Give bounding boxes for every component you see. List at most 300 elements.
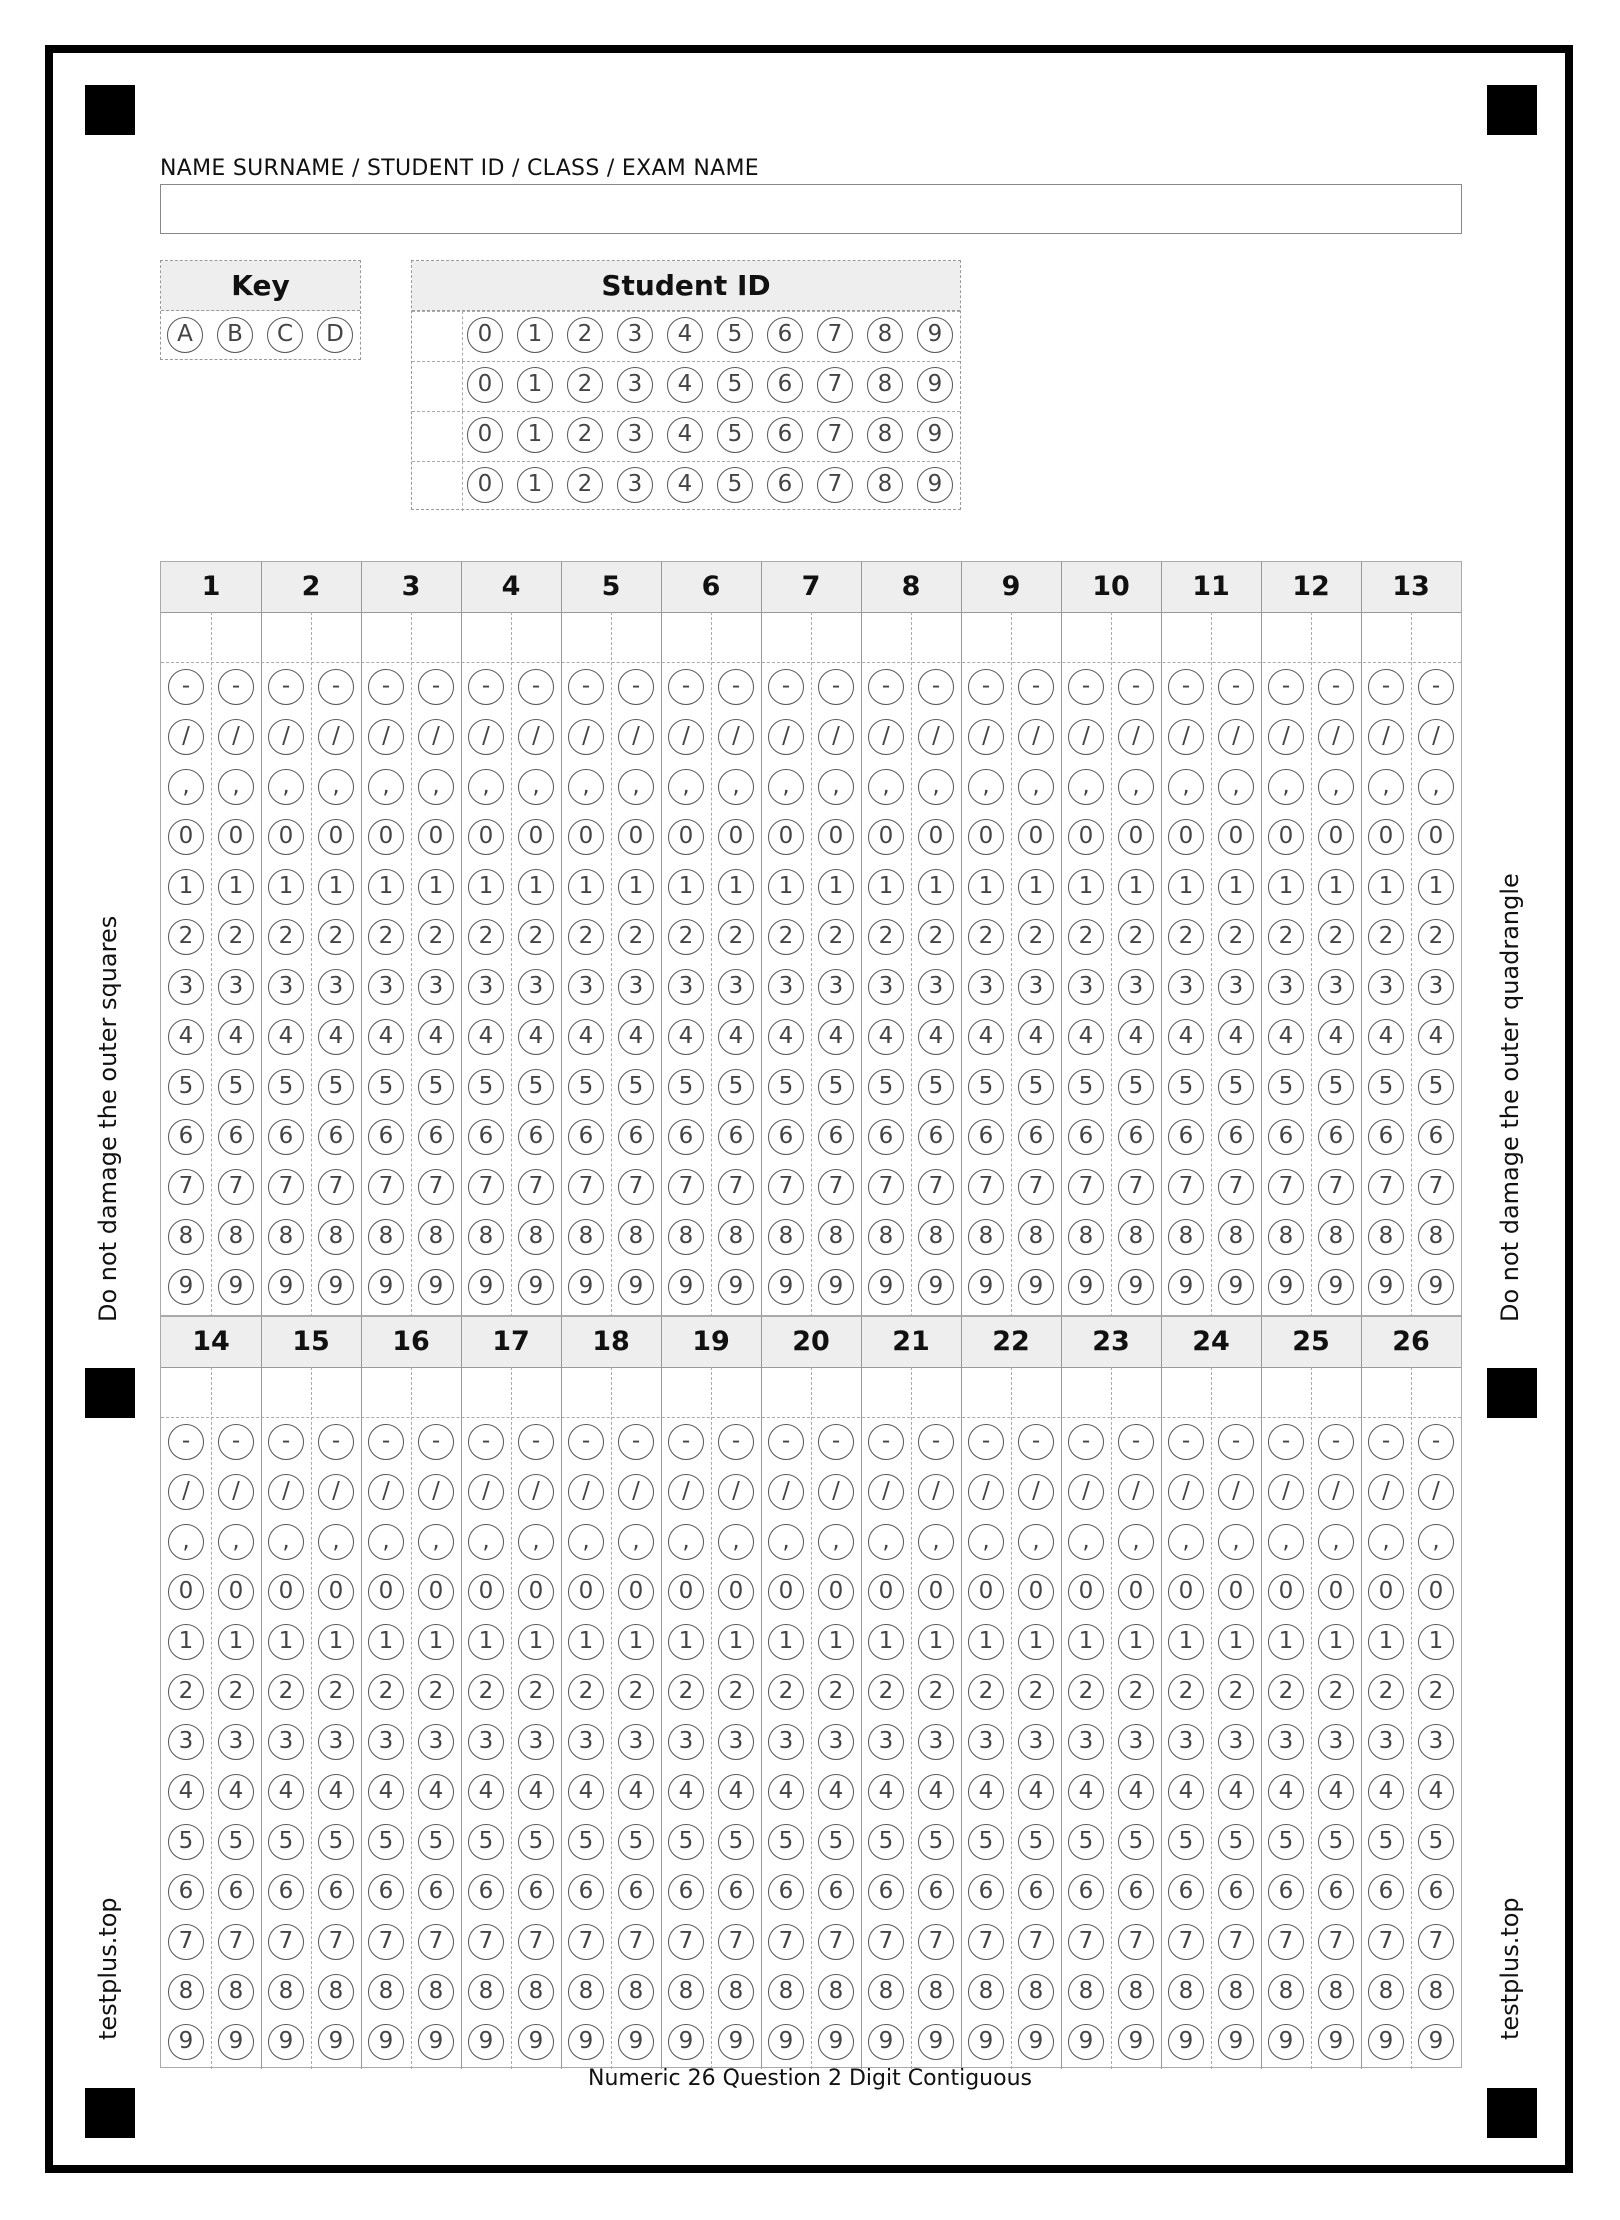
student-id-bubble[interactable]: 0 [467, 317, 503, 353]
answer-bubble[interactable]: 9 [568, 1269, 604, 1305]
answer-bubble[interactable]: 4 [968, 1019, 1004, 1055]
answer-bubble[interactable]: , [968, 769, 1004, 805]
answer-bubble[interactable]: 1 [1018, 869, 1054, 905]
answer-bubble[interactable]: - [468, 1424, 504, 1460]
answer-bubble[interactable]: 6 [868, 1874, 904, 1910]
answer-bubble[interactable]: 2 [918, 919, 954, 955]
answer-bubble[interactable]: - [1068, 669, 1104, 705]
answer-bubble[interactable]: - [918, 669, 954, 705]
answer-bubble[interactable]: / [268, 719, 304, 755]
answer-bubble[interactable]: 1 [768, 869, 804, 905]
student-id-bubble[interactable]: 6 [767, 417, 803, 453]
answer-bubble[interactable]: - [718, 669, 754, 705]
student-id-bubble[interactable]: 0 [467, 367, 503, 403]
answer-bubble[interactable]: 9 [718, 2024, 754, 2060]
answer-entry-box[interactable] [1311, 612, 1361, 662]
answer-bubble[interactable]: 8 [868, 1219, 904, 1255]
answer-bubble[interactable]: 7 [1018, 1169, 1054, 1205]
answer-bubble[interactable]: 9 [518, 2024, 554, 2060]
answer-bubble[interactable]: 4 [1118, 1774, 1154, 1810]
answer-bubble[interactable]: 1 [1018, 1624, 1054, 1660]
answer-bubble[interactable]: 5 [618, 1069, 654, 1105]
answer-bubble[interactable]: 6 [868, 1119, 904, 1155]
answer-bubble[interactable]: - [268, 1424, 304, 1460]
answer-bubble[interactable]: 7 [468, 1169, 504, 1205]
answer-bubble[interactable]: 8 [1418, 1974, 1454, 2010]
answer-bubble[interactable]: 9 [618, 2024, 654, 2060]
answer-bubble[interactable]: 2 [1318, 1674, 1354, 1710]
answer-bubble[interactable]: 3 [1168, 969, 1204, 1005]
answer-bubble[interactable]: 7 [768, 1169, 804, 1205]
answer-bubble[interactable]: 2 [1268, 1674, 1304, 1710]
answer-bubble[interactable]: / [1368, 719, 1404, 755]
answer-bubble[interactable]: 1 [1318, 869, 1354, 905]
answer-bubble[interactable]: / [968, 719, 1004, 755]
answer-bubble[interactable]: / [768, 1474, 804, 1510]
answer-bubble[interactable]: 3 [768, 1724, 804, 1760]
answer-entry-box[interactable] [711, 1367, 761, 1417]
answer-bubble[interactable]: 9 [468, 2024, 504, 2060]
answer-bubble[interactable]: 2 [1118, 919, 1154, 955]
answer-bubble[interactable]: - [968, 669, 1004, 705]
answer-bubble[interactable]: 5 [318, 1824, 354, 1860]
answer-entry-box[interactable] [811, 1367, 861, 1417]
answer-entry-box[interactable] [161, 612, 211, 662]
answer-bubble[interactable]: 1 [218, 869, 254, 905]
answer-entry-box[interactable] [211, 612, 261, 662]
answer-bubble[interactable]: 7 [1268, 1169, 1304, 1205]
answer-bubble[interactable]: , [718, 1524, 754, 1560]
answer-bubble[interactable]: 7 [568, 1169, 604, 1205]
answer-bubble[interactable]: 9 [218, 2024, 254, 2060]
answer-bubble[interactable]: 0 [1218, 1574, 1254, 1610]
answer-bubble[interactable]: 1 [1268, 869, 1304, 905]
answer-bubble[interactable]: 7 [818, 1924, 854, 1960]
answer-bubble[interactable]: 2 [468, 1674, 504, 1710]
answer-bubble[interactable]: 7 [518, 1924, 554, 1960]
answer-bubble[interactable]: 8 [168, 1219, 204, 1255]
answer-bubble[interactable]: 9 [568, 2024, 604, 2060]
answer-bubble[interactable]: 4 [918, 1019, 954, 1055]
student-id-bubble[interactable]: 1 [517, 317, 553, 353]
answer-bubble[interactable]: , [1118, 1524, 1154, 1560]
student-id-bubble[interactable]: 8 [867, 367, 903, 403]
answer-bubble[interactable]: 1 [1118, 869, 1154, 905]
answer-bubble[interactable]: 4 [768, 1019, 804, 1055]
answer-bubble[interactable]: 6 [1068, 1119, 1104, 1155]
answer-bubble[interactable]: 5 [868, 1069, 904, 1105]
answer-bubble[interactable]: 0 [818, 1574, 854, 1610]
answer-bubble[interactable]: 0 [218, 1574, 254, 1610]
answer-bubble[interactable]: 4 [468, 1774, 504, 1810]
answer-bubble[interactable]: 6 [618, 1874, 654, 1910]
answer-bubble[interactable]: 3 [168, 969, 204, 1005]
answer-bubble[interactable]: 8 [218, 1974, 254, 2010]
answer-bubble[interactable]: 9 [1018, 1269, 1054, 1305]
answer-bubble[interactable]: , [918, 769, 954, 805]
answer-bubble[interactable]: 0 [1168, 819, 1204, 855]
student-id-bubble[interactable]: 2 [567, 467, 603, 503]
answer-bubble[interactable]: 7 [1018, 1924, 1054, 1960]
answer-bubble[interactable]: 6 [1418, 1874, 1454, 1910]
answer-bubble[interactable]: 5 [968, 1824, 1004, 1860]
answer-bubble[interactable]: 7 [918, 1924, 954, 1960]
answer-bubble[interactable]: 8 [1068, 1219, 1104, 1255]
answer-bubble[interactable]: 9 [1218, 2024, 1254, 2060]
answer-bubble[interactable]: 1 [1318, 1624, 1354, 1660]
answer-bubble[interactable]: 5 [568, 1069, 604, 1105]
answer-bubble[interactable]: 2 [568, 1674, 604, 1710]
answer-bubble[interactable]: - [618, 669, 654, 705]
answer-bubble[interactable]: 9 [1368, 2024, 1404, 2060]
answer-entry-box[interactable] [761, 612, 811, 662]
answer-bubble[interactable]: 1 [1068, 1624, 1104, 1660]
answer-entry-box[interactable] [761, 1367, 811, 1417]
student-id-bubble[interactable]: 5 [717, 417, 753, 453]
answer-entry-box[interactable] [1111, 1367, 1161, 1417]
answer-entry-box[interactable] [1061, 612, 1111, 662]
answer-bubble[interactable]: 4 [1168, 1774, 1204, 1810]
answer-bubble[interactable]: 7 [1068, 1924, 1104, 1960]
answer-bubble[interactable]: 0 [668, 819, 704, 855]
answer-bubble[interactable]: 1 [1168, 869, 1204, 905]
answer-bubble[interactable]: 4 [268, 1774, 304, 1810]
answer-bubble[interactable]: / [968, 1474, 1004, 1510]
answer-bubble[interactable]: 3 [918, 969, 954, 1005]
answer-bubble[interactable]: 7 [968, 1924, 1004, 1960]
answer-bubble[interactable]: 9 [618, 1269, 654, 1305]
answer-bubble[interactable]: 7 [968, 1169, 1004, 1205]
answer-bubble[interactable]: 4 [1268, 1774, 1304, 1810]
answer-bubble[interactable]: 2 [868, 919, 904, 955]
answer-bubble[interactable]: 1 [418, 1624, 454, 1660]
answer-bubble[interactable]: , [768, 1524, 804, 1560]
answer-bubble[interactable]: 5 [418, 1069, 454, 1105]
answer-bubble[interactable]: 8 [1418, 1219, 1454, 1255]
answer-bubble[interactable]: 4 [418, 1774, 454, 1810]
answer-bubble[interactable]: , [1318, 769, 1354, 805]
answer-bubble[interactable]: 8 [218, 1219, 254, 1255]
answer-bubble[interactable]: 1 [468, 1624, 504, 1660]
answer-bubble[interactable]: 6 [218, 1119, 254, 1155]
answer-bubble[interactable]: - [218, 669, 254, 705]
answer-entry-box[interactable] [511, 612, 561, 662]
answer-bubble[interactable]: , [1368, 769, 1404, 805]
answer-bubble[interactable]: 3 [668, 969, 704, 1005]
answer-bubble[interactable]: 8 [418, 1219, 454, 1255]
answer-bubble[interactable]: 7 [618, 1924, 654, 1960]
answer-bubble[interactable]: 5 [1068, 1824, 1104, 1860]
answer-bubble[interactable]: 9 [418, 1269, 454, 1305]
answer-bubble[interactable]: 0 [468, 1574, 504, 1610]
answer-bubble[interactable]: - [518, 669, 554, 705]
answer-bubble[interactable]: 2 [768, 1674, 804, 1710]
answer-bubble[interactable]: / [768, 719, 804, 755]
answer-bubble[interactable]: 2 [618, 919, 654, 955]
answer-bubble[interactable]: - [818, 669, 854, 705]
answer-bubble[interactable]: - [1168, 1424, 1204, 1460]
answer-bubble[interactable]: 4 [268, 1019, 304, 1055]
answer-bubble[interactable]: , [1068, 769, 1104, 805]
answer-bubble[interactable]: 0 [618, 819, 654, 855]
answer-bubble[interactable]: 2 [368, 1674, 404, 1710]
answer-bubble[interactable]: 0 [1368, 1574, 1404, 1610]
answer-bubble[interactable]: 3 [1218, 969, 1254, 1005]
answer-bubble[interactable]: 8 [1318, 1219, 1354, 1255]
answer-bubble[interactable]: 5 [618, 1824, 654, 1860]
answer-bubble[interactable]: 2 [418, 919, 454, 955]
answer-bubble[interactable]: 6 [568, 1874, 604, 1910]
answer-bubble[interactable]: / [918, 719, 954, 755]
answer-bubble[interactable]: 5 [918, 1824, 954, 1860]
answer-bubble[interactable]: 3 [868, 1724, 904, 1760]
answer-bubble[interactable]: 8 [1218, 1219, 1254, 1255]
answer-bubble[interactable]: 8 [568, 1974, 604, 2010]
key-bubble-a[interactable]: A [167, 317, 203, 353]
answer-bubble[interactable]: 3 [1018, 969, 1054, 1005]
answer-bubble[interactable]: 2 [818, 919, 854, 955]
answer-bubble[interactable]: 0 [268, 819, 304, 855]
answer-bubble[interactable]: 3 [1068, 969, 1104, 1005]
student-id-bubble[interactable]: 2 [567, 417, 603, 453]
answer-bubble[interactable]: 7 [868, 1924, 904, 1960]
answer-bubble[interactable]: 2 [1118, 1674, 1154, 1710]
answer-bubble[interactable]: 8 [268, 1974, 304, 2010]
answer-bubble[interactable]: 0 [668, 1574, 704, 1610]
answer-bubble[interactable]: 2 [868, 1674, 904, 1710]
answer-entry-box[interactable] [661, 612, 711, 662]
answer-entry-box[interactable] [211, 1367, 261, 1417]
answer-entry-box[interactable] [261, 1367, 311, 1417]
student-id-bubble[interactable]: 6 [767, 317, 803, 353]
answer-bubble[interactable]: 0 [1268, 1574, 1304, 1610]
answer-bubble[interactable]: 5 [1218, 1069, 1254, 1105]
answer-bubble[interactable]: 4 [868, 1019, 904, 1055]
answer-bubble[interactable]: 4 [718, 1019, 754, 1055]
answer-bubble[interactable]: 8 [968, 1974, 1004, 2010]
answer-bubble[interactable]: , [218, 1524, 254, 1560]
student-id-bubble[interactable]: 7 [817, 467, 853, 503]
answer-bubble[interactable]: , [668, 1524, 704, 1560]
answer-bubble[interactable]: 0 [718, 1574, 754, 1610]
answer-bubble[interactable]: 0 [1068, 819, 1104, 855]
answer-bubble[interactable]: - [1118, 1424, 1154, 1460]
answer-bubble[interactable]: / [218, 719, 254, 755]
student-id-bubble[interactable]: 1 [517, 467, 553, 503]
answer-bubble[interactable]: - [768, 669, 804, 705]
answer-bubble[interactable]: 1 [918, 869, 954, 905]
answer-entry-box[interactable] [311, 1367, 361, 1417]
answer-bubble[interactable]: 5 [1168, 1069, 1204, 1105]
answer-bubble[interactable]: / [1268, 1474, 1304, 1510]
answer-bubble[interactable]: - [1018, 1424, 1054, 1460]
answer-bubble[interactable]: 7 [568, 1924, 604, 1960]
answer-bubble[interactable]: / [868, 1474, 904, 1510]
answer-bubble[interactable]: 3 [1168, 1724, 1204, 1760]
answer-bubble[interactable]: , [1168, 1524, 1204, 1560]
answer-entry-box[interactable] [511, 1367, 561, 1417]
answer-bubble[interactable]: 4 [1318, 1774, 1354, 1810]
answer-bubble[interactable]: 3 [268, 969, 304, 1005]
answer-bubble[interactable]: 3 [1268, 1724, 1304, 1760]
answer-bubble[interactable]: 3 [818, 969, 854, 1005]
answer-bubble[interactable]: 2 [168, 919, 204, 955]
answer-bubble[interactable]: 6 [218, 1874, 254, 1910]
answer-bubble[interactable]: 9 [918, 2024, 954, 2060]
answer-bubble[interactable]: 3 [618, 969, 654, 1005]
answer-bubble[interactable]: 3 [318, 1724, 354, 1760]
answer-bubble[interactable]: 0 [1268, 819, 1304, 855]
answer-bubble[interactable]: / [518, 1474, 554, 1510]
answer-bubble[interactable]: 5 [1118, 1069, 1154, 1105]
answer-bubble[interactable]: / [1018, 719, 1054, 755]
answer-bubble[interactable]: , [268, 1524, 304, 1560]
answer-bubble[interactable]: / [1168, 1474, 1204, 1510]
student-id-bubble[interactable]: 9 [917, 467, 953, 503]
name-field[interactable] [160, 184, 1462, 234]
answer-bubble[interactable]: 3 [1368, 969, 1404, 1005]
answer-bubble[interactable]: 6 [968, 1119, 1004, 1155]
answer-bubble[interactable]: 9 [1018, 2024, 1054, 2060]
answer-bubble[interactable]: - [368, 1424, 404, 1460]
answer-bubble[interactable]: / [1418, 719, 1454, 755]
answer-entry-box[interactable] [1311, 1367, 1361, 1417]
student-id-bubble[interactable]: 6 [767, 367, 803, 403]
answer-bubble[interactable]: 8 [368, 1219, 404, 1255]
answer-bubble[interactable]: 7 [168, 1924, 204, 1960]
answer-bubble[interactable]: , [318, 1524, 354, 1560]
answer-bubble[interactable]: 1 [1118, 1624, 1154, 1660]
answer-bubble[interactable]: 5 [1368, 1069, 1404, 1105]
student-id-bubble[interactable]: 0 [467, 417, 503, 453]
answer-bubble[interactable]: 2 [418, 1674, 454, 1710]
answer-entry-box[interactable] [861, 612, 911, 662]
answer-bubble[interactable]: 4 [618, 1774, 654, 1810]
answer-bubble[interactable]: / [468, 719, 504, 755]
answer-entry-box[interactable] [1161, 612, 1211, 662]
answer-bubble[interactable]: / [918, 1474, 954, 1510]
answer-bubble[interactable]: 2 [568, 919, 604, 955]
student-id-bubble[interactable]: 5 [717, 317, 753, 353]
answer-entry-box[interactable] [311, 612, 361, 662]
answer-bubble[interactable]: 1 [1168, 1624, 1204, 1660]
answer-bubble[interactable]: 4 [1018, 1774, 1054, 1810]
student-id-bubble[interactable]: 9 [917, 367, 953, 403]
answer-bubble[interactable]: 9 [268, 1269, 304, 1305]
answer-bubble[interactable]: , [318, 769, 354, 805]
answer-bubble[interactable]: 4 [1068, 1019, 1104, 1055]
answer-bubble[interactable]: 2 [468, 919, 504, 955]
answer-bubble[interactable]: 5 [1218, 1824, 1254, 1860]
answer-bubble[interactable]: 9 [268, 2024, 304, 2060]
answer-entry-box[interactable] [911, 1367, 961, 1417]
answer-bubble[interactable]: 6 [968, 1874, 1004, 1910]
answer-bubble[interactable]: 9 [1268, 2024, 1304, 2060]
answer-bubble[interactable]: 6 [1018, 1874, 1054, 1910]
student-id-bubble[interactable]: 3 [617, 367, 653, 403]
answer-bubble[interactable]: , [568, 1524, 604, 1560]
answer-bubble[interactable]: , [168, 1524, 204, 1560]
answer-bubble[interactable]: / [1418, 1474, 1454, 1510]
answer-bubble[interactable]: 0 [868, 819, 904, 855]
answer-bubble[interactable]: / [1068, 1474, 1104, 1510]
answer-bubble[interactable]: 4 [368, 1774, 404, 1810]
answer-bubble[interactable]: / [318, 719, 354, 755]
answer-bubble[interactable]: - [668, 1424, 704, 1460]
answer-bubble[interactable]: 0 [1168, 1574, 1204, 1610]
answer-bubble[interactable]: 9 [1268, 1269, 1304, 1305]
answer-bubble[interactable]: 7 [1368, 1169, 1404, 1205]
answer-bubble[interactable]: 8 [818, 1974, 854, 2010]
answer-bubble[interactable]: - [1418, 1424, 1454, 1460]
answer-bubble[interactable]: 1 [368, 1624, 404, 1660]
answer-bubble[interactable]: 9 [368, 1269, 404, 1305]
answer-bubble[interactable]: 6 [1068, 1874, 1104, 1910]
answer-bubble[interactable]: 4 [568, 1019, 604, 1055]
answer-bubble[interactable]: 2 [1368, 919, 1404, 955]
answer-bubble[interactable]: 7 [518, 1169, 554, 1205]
answer-bubble[interactable]: 6 [918, 1874, 954, 1910]
answer-bubble[interactable]: 2 [318, 1674, 354, 1710]
answer-entry-box[interactable] [411, 1367, 461, 1417]
answer-bubble[interactable]: 3 [368, 1724, 404, 1760]
answer-bubble[interactable]: 3 [568, 1724, 604, 1760]
answer-bubble[interactable]: 0 [1018, 819, 1054, 855]
answer-bubble[interactable]: 9 [1168, 2024, 1204, 2060]
answer-bubble[interactable]: 3 [1018, 1724, 1054, 1760]
answer-bubble[interactable]: 6 [1268, 1119, 1304, 1155]
answer-bubble[interactable]: 7 [218, 1169, 254, 1205]
answer-bubble[interactable]: 3 [1118, 1724, 1154, 1760]
answer-bubble[interactable]: 7 [318, 1169, 354, 1205]
answer-bubble[interactable]: 0 [518, 819, 554, 855]
answer-bubble[interactable]: 3 [668, 1724, 704, 1760]
answer-bubble[interactable]: 9 [368, 2024, 404, 2060]
answer-bubble[interactable]: 7 [1218, 1924, 1254, 1960]
answer-bubble[interactable]: 5 [468, 1824, 504, 1860]
answer-bubble[interactable]: 1 [268, 1624, 304, 1660]
answer-bubble[interactable]: 4 [1118, 1019, 1154, 1055]
answer-bubble[interactable]: 6 [918, 1119, 954, 1155]
answer-bubble[interactable]: 8 [918, 1219, 954, 1255]
answer-bubble[interactable]: 9 [1418, 1269, 1454, 1305]
answer-bubble[interactable]: 3 [518, 1724, 554, 1760]
answer-bubble[interactable]: 1 [1368, 869, 1404, 905]
answer-bubble[interactable]: 5 [968, 1069, 1004, 1105]
answer-bubble[interactable]: 0 [818, 819, 854, 855]
answer-bubble[interactable]: 3 [1068, 1724, 1104, 1760]
answer-entry-box[interactable] [611, 1367, 661, 1417]
answer-bubble[interactable]: 1 [668, 869, 704, 905]
answer-bubble[interactable]: 7 [1168, 1924, 1204, 1960]
answer-bubble[interactable]: 3 [168, 1724, 204, 1760]
answer-bubble[interactable]: 0 [268, 1574, 304, 1610]
answer-bubble[interactable]: 2 [518, 1674, 554, 1710]
answer-bubble[interactable]: 8 [268, 1219, 304, 1255]
answer-bubble[interactable]: 6 [818, 1874, 854, 1910]
answer-bubble[interactable]: 9 [1118, 1269, 1154, 1305]
answer-bubble[interactable]: - [1018, 669, 1054, 705]
answer-bubble[interactable]: 0 [1118, 819, 1154, 855]
answer-bubble[interactable]: 7 [368, 1169, 404, 1205]
answer-bubble[interactable]: 1 [368, 869, 404, 905]
answer-bubble[interactable]: 4 [168, 1774, 204, 1810]
answer-bubble[interactable]: 4 [518, 1774, 554, 1810]
answer-bubble[interactable]: 3 [968, 969, 1004, 1005]
answer-bubble[interactable]: 9 [1118, 2024, 1154, 2060]
answer-bubble[interactable]: 0 [568, 1574, 604, 1610]
answer-bubble[interactable]: 9 [868, 1269, 904, 1305]
